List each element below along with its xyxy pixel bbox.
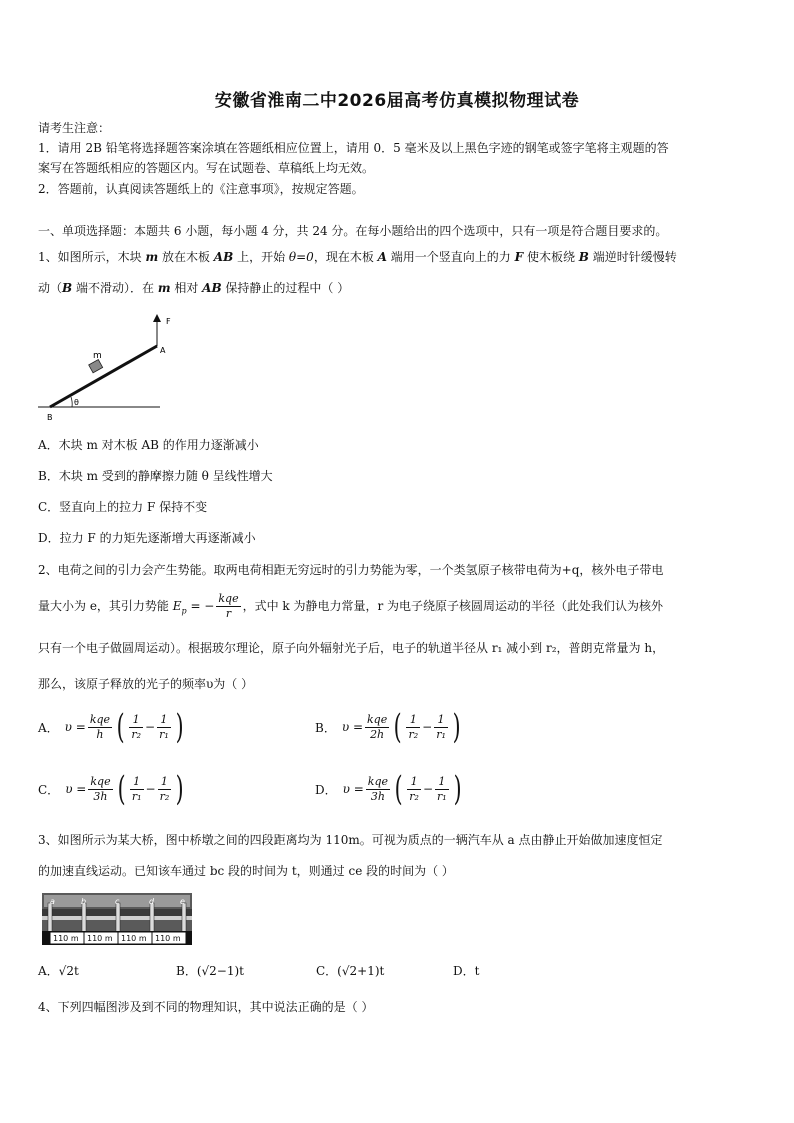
fig-label-B: B: [47, 413, 53, 422]
fig-label-m: m: [93, 351, 102, 361]
q1-option-c: C．竖直向上的拉力 F 保持不变: [38, 500, 208, 514]
q2-option-b: B． υ = $\frac{\text{kqe}}{2h}$ ( $\frac{1}{\text{r₂}}$ − $\frac{1}{\text{r₁}}$ ): [315, 707, 461, 747]
bridge-span-1: 110 m: [53, 934, 79, 943]
bridge-point-c: c: [115, 897, 120, 906]
q3-stem-line-2: 的加速直线运动。已知该车通过 bc 段的时间为 t，则通过 ce 段的时间为（ ）: [38, 864, 454, 878]
section-heading: 一、单项选择题：本题共 6 小题，每小题 4 分，共 24 分。在每小题给出的四个选项中，只有一项是符合题目要求的。: [38, 224, 668, 238]
q2-option-a: A． υ = $\frac{\text{kqe}}{h}$ ( $\frac{1}{\text{r₂}}$ − $\frac{1}{\text{r₁}}$ ): [38, 707, 184, 747]
bridge-span-2: 110 m: [87, 934, 113, 943]
q1-option-d: D．拉力 F 的力矩先逐渐增大再逐渐减小: [38, 531, 256, 545]
fig-label-A: A: [160, 346, 166, 355]
notice-item-1b: 案写在答题纸相应的答题区内。写在试题卷、草稿纸上均无效。: [38, 161, 375, 175]
notice-item-2: 2．答题前，认真阅读答题纸上的《注意事项》，按规定答题。: [38, 182, 364, 196]
page-title: 安徽省淮南二中2026届高考仿真模拟物理试卷: [214, 91, 580, 111]
bridge-span-4: 110 m: [155, 934, 181, 943]
bridge-point-a: a: [50, 897, 55, 906]
q3-option-b: B．(√2−1)t: [176, 964, 244, 978]
q3-option-d: D．t: [453, 964, 480, 978]
q1-stem-line-1: 1、如图所示，木块 m 放在木板 AB 上，开始 θ=0，现在木板 A 端用一个竖直向上的力 F 使木板绕 B 端逆时针缓慢转: [38, 250, 677, 264]
q2-stem-line-3: 只有一个电子做圆周运动）。根据玻尔理论，原子向外辐射光子后，电子的轨道半径从 r₁ 减小到 r₂，普朗克常量为 h，: [38, 641, 665, 655]
q4-stem-line-1: 4、下列四幅图涉及到不同的物理知识，其中说法正确的是（ ）: [38, 1000, 374, 1014]
q3-option-c: C．(√2+1)t: [316, 964, 385, 978]
potential-fraction: $\frac{\text{kqe}}{r}$: [218, 592, 239, 620]
q2-stem-line-4: 那么，该原子释放的光子的频率υ为（ ）: [38, 677, 254, 691]
notice-item-1a: 1．请用 2B 铅笔将选择题答案涂填在答题纸相应位置上，请用 0．5 毫米及以上黑色字迹的钢笔或签字笔将主观题的答: [38, 141, 669, 155]
q1-option-a: A．木块 m 对木板 AB 的作用力逐渐减小: [38, 438, 259, 452]
fig-label-theta: θ: [74, 398, 79, 407]
notice-heading: 请考生注意：: [38, 121, 111, 135]
q2-stem-line-2: 量大小为 e，其引力势能 $E_p$ = − $\frac{\text{kqe}}{r}$ ，式中 k 为静电力常量，r 为电子绕原子核圆周运动的半径（此处我们认为核外: [38, 592, 664, 620]
q2-stem-line-1: 2、电荷之间的引力会产生势能。取两电荷相距无穷远时的引力势能为零，一个类氢原子核带电荷为+q，核外电子带电: [38, 563, 664, 577]
q1-board-figure: [38, 312, 171, 422]
bridge-point-d: d: [149, 897, 155, 906]
q2-option-c: C． υ = $\frac{\text{kqe}}{3h}$ ( $\frac{1}{\text{r₁}}$ − $\frac{1}{\text{r₂}}$ ): [38, 769, 184, 809]
q1-stem-line-2: 动（B 端不滑动）．在 m 相对 AB 保持静止的过程中（ ）: [38, 281, 350, 295]
bridge-point-e: e: [180, 897, 185, 906]
bridge-span-3: 110 m: [121, 934, 147, 943]
q2-option-d: D． υ = $\frac{\text{kqe}}{3h}$ ( $\frac{1}{\text{r₂}}$ − $\frac{1}{\text{r₁}}$ ): [315, 769, 462, 809]
fig-label-F: F: [166, 317, 171, 326]
q3-bridge-figure: [42, 893, 192, 945]
q1-option-b: B．木块 m 受到的静摩擦力随 θ 呈线性增大: [38, 469, 273, 483]
bridge-point-b: b: [81, 897, 87, 906]
q3-stem-line-1: 3、如图所示为某大桥，图中桥墩之间的四段距离均为 110m。可视为质点的一辆汽车从 a 点由静止开始做加速度恒定: [38, 833, 663, 847]
q3-option-a: A．√2t: [38, 964, 79, 978]
